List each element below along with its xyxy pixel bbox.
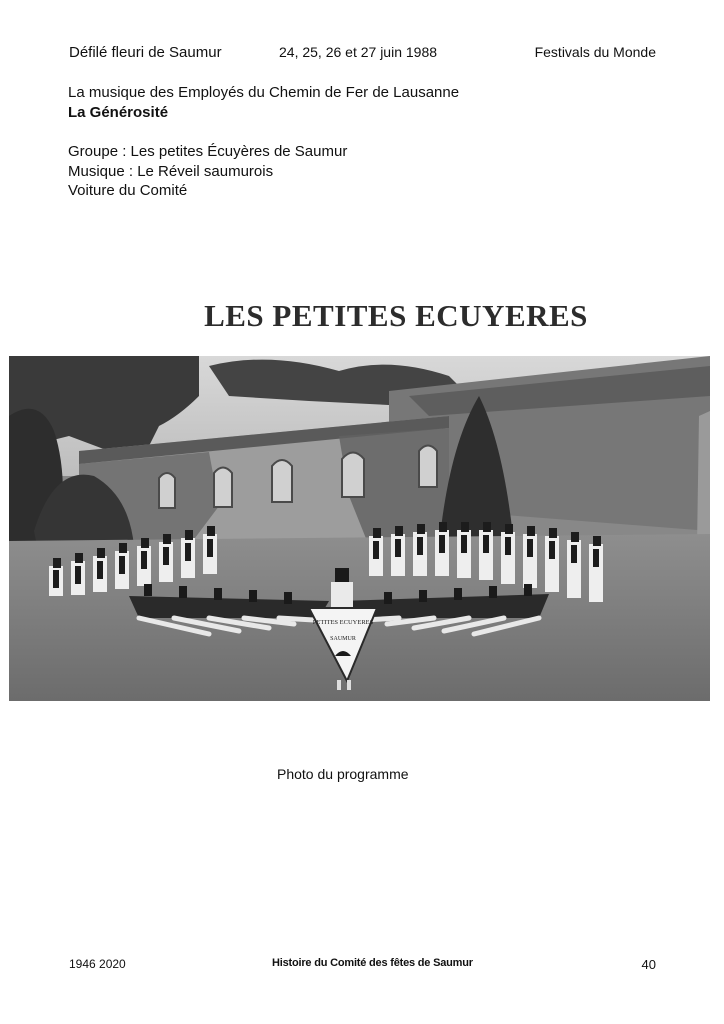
header-dates: 24, 25, 26 et 27 juin 1988 — [279, 44, 438, 60]
group-photo — [9, 356, 710, 701]
theme-line: La Générosité — [68, 103, 169, 121]
content-block — [68, 83, 459, 201]
pennant-text-bottom: SAUMUR — [330, 636, 356, 642]
photo-title: LES PETITES ECUYERES — [204, 298, 588, 333]
page-number: 40 — [641, 957, 656, 972]
music-line: La musique des Employés du Chemin de Fer de Lausanne — [68, 84, 460, 101]
photo-caption: Photo du programme — [277, 766, 409, 782]
band-line: Musique : Le Réveil saumurois — [68, 162, 274, 180]
pennant-text-top: PETITES ECUYERES — [312, 619, 374, 626]
group-photo-illustration — [9, 356, 710, 701]
footer-years: 1946 2020 — [69, 957, 126, 971]
header-right-title: Festivals du Monde — [534, 44, 656, 60]
car-line: Voiture du Comité — [68, 182, 188, 199]
group-line: Groupe : Les petites Écuyères de Saumur — [68, 143, 348, 160]
footer-book-title: Histoire du Comité des fêtes de Saumur — [272, 957, 473, 969]
header-left-title: Défilé fleuri de Saumur — [69, 44, 222, 61]
